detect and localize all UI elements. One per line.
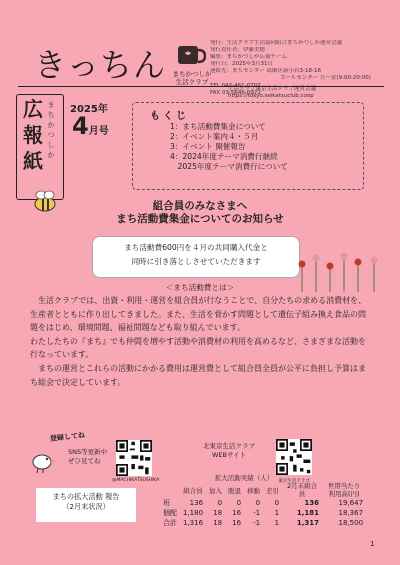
toc-heading: もくじ xyxy=(150,111,189,122)
section-heading: ＜まち活動費とは＞ xyxy=(165,283,235,292)
website-qr-code[interactable] xyxy=(276,439,312,475)
table-row: 班 136 0 0 0 0 136 19,647 xyxy=(163,499,364,507)
toc-item: 1：まち活動費集金について xyxy=(170,122,266,131)
toc-item: 2025年度テーマ消費行について xyxy=(170,162,288,171)
newsletter-title: きっちん xyxy=(34,46,167,84)
notice-body xyxy=(30,294,370,389)
table-row: 個配 1,180 18 16 -1 1 1,181 18,367 xyxy=(163,509,364,517)
logo-caption: まちかつしか 生活クラブ xyxy=(172,70,212,86)
bird-icon xyxy=(28,447,58,473)
toc-list xyxy=(170,122,288,172)
table-header-row: 組合員 加入 脱退 移動 差引 2月末組合員 世帯当たり利用高(円) xyxy=(183,482,361,498)
paragraph: 生活クラブでは、出資・利用・運営を組合員が行なうことで、自分たちの求める消費材を、生産者とともに作り出してきました。また、生活を脅かす問題として遺伝子組み換え食品の問題をはじめ、環境問題、福祉問題なども取り組んでいます。 xyxy=(30,296,367,333)
toc-item: 3：イベント 開催報告 xyxy=(170,142,246,151)
issue-year: 2025年 xyxy=(70,104,108,115)
sns-note: SNS等更新中 ぜひ見てね xyxy=(68,448,108,465)
cup-icon xyxy=(176,42,206,68)
notice-highlight: まち活動費600円を４月の共同購入代金と 同時に引き落としさせていただきます xyxy=(124,243,268,266)
table-row: 合計 1,316 18 16 -1 1 1,317 18,500 xyxy=(163,519,364,527)
table-group-header: 拡大活動実績（人） xyxy=(214,473,274,482)
paragraph: わたしたちの『まち』でも仲間を増やす活動や消費材の利用を高めるなど、さまざまな活動を行なっています。 xyxy=(30,336,366,360)
website-qr-caption: 東京生活クラブ xyxy=(278,479,310,484)
activity-table xyxy=(160,472,366,528)
instagram-qr-code[interactable] xyxy=(116,440,152,476)
issuer-info: 発行：生活クラブ生活協同組合まちかつしか運営会議 発行責任者：伊藤美穂 編集：まちかつしか広報チーム 発行日：2025年3月31日 連絡先：まちセンター 葛飾区新小岩3-18-16 コールセンター 月～金(9:00-20:00) FAX 03-5646-0972 xyxy=(210,40,371,96)
toc-item: 2：イベント案内４・５月 xyxy=(170,132,259,141)
page-number: 1 xyxy=(370,540,375,548)
follow-callout: 登録してね xyxy=(49,431,86,443)
website-label: 北東京生活クラブ WEBサイト xyxy=(203,442,255,459)
issue-month: 4月号 xyxy=(72,112,109,140)
toc-item: 4：2024年度テーマ消費行継続 xyxy=(170,152,278,161)
instagram-qr-caption: @MACHIKATSUSHIKA xyxy=(112,478,160,483)
masthead-subtitle: ま ち か つ し か xyxy=(47,101,55,159)
paragraph: まちの運営とこれらの活動にかかる費用は運営費として組合員全員が公平に負担し予算はまち総会で決定しています。 xyxy=(30,363,366,387)
masthead-title: 広 報 紙 xyxy=(23,97,43,173)
activity-title: まちの拡大活動 報告 （2月末状況） xyxy=(52,492,120,511)
header-subinfo: 生活クラブ東京生活クラブ運営会議 https://tokyo.seikatsuclub.coop xyxy=(228,86,317,99)
notice-heading: 組合員のみなさまへ まち活動費集金についてのお知らせ xyxy=(116,200,284,225)
